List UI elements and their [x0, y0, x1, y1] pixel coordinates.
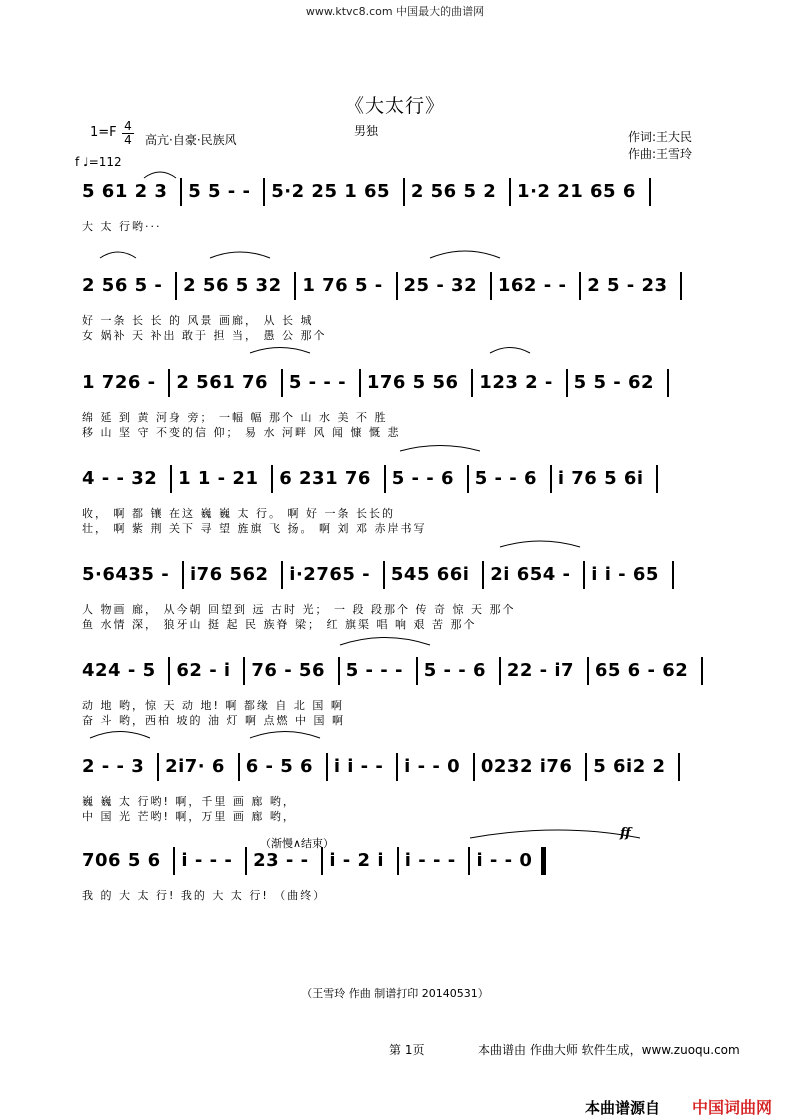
source-label: 本曲谱源自	[585, 1099, 661, 1117]
measure-notes: i i - 65	[591, 564, 666, 585]
slur	[400, 446, 480, 452]
slur	[430, 251, 500, 258]
measure-notes: 5 61 2 3	[82, 181, 175, 202]
measure-notes: 23 - -	[253, 850, 316, 871]
measure-notes: 6 231 76	[279, 468, 378, 489]
slur	[90, 732, 150, 739]
generator-note: 本曲谱由 作曲大师 软件生成，www.zuoqu.com	[478, 1043, 740, 1057]
lyric-line-2: 壮， 啊 紫 荆 关下 寻 望 旌旗 飞 扬。 啊 刘 邓 赤岸书写	[82, 522, 427, 535]
measure-notes: 2 56 5 32	[183, 275, 289, 296]
measure-notes: 5 5 - 62	[573, 372, 661, 393]
source-site: 中国词曲网	[692, 1098, 773, 1117]
measure-notes: 2 5 - 23	[587, 275, 675, 296]
lyric-line-2: 奋 斗 哟，西柏 坡的 油 灯 啊 点燃 中 国 啊	[82, 714, 345, 727]
slur	[210, 252, 270, 258]
key-signature: 1=F	[90, 125, 117, 140]
measure-notes: 5 5 - -	[188, 181, 258, 202]
lyricist-credit: 作词:王大民	[628, 130, 693, 144]
measure-notes: i·2765 -	[289, 564, 377, 585]
style-marking: 高亢·自豪·民族风	[145, 133, 237, 147]
measure-notes: 5 - - 6	[391, 468, 461, 489]
lyric-line-1: 我 的 大 太 行! 我的 大 太 行! （曲终）	[82, 889, 327, 902]
lyric-line-1: 绵 延 到 黄 河身 旁； 一幅 幅 那个 山 水 美 不 胜	[82, 411, 388, 424]
lyric-line-1: 动 地 哟，惊 天 动 地! 啊 都缘 自 北 国 啊	[82, 699, 344, 712]
lyric-line-2: 移 山 坚 守 不变的信 仰； 易 水 河畔 风 闻 慷 慨 悲	[82, 426, 401, 439]
measure-notes: 5 - - -	[345, 660, 410, 681]
ritardando-note: （渐慢∧结束）	[260, 837, 335, 850]
measure-notes: 4 - - 32	[82, 468, 165, 489]
site-header: www.ktvc8.com 中国最大的曲谱网	[305, 5, 485, 18]
song-subtitle: 男独	[354, 124, 379, 138]
measure-notes: 424 - 5	[82, 660, 163, 681]
measure-notes: 1·2 21 65 6	[517, 181, 643, 202]
measure-notes: i76 562	[189, 564, 276, 585]
slur	[470, 830, 640, 838]
measure-notes: 176 5 56	[366, 372, 466, 393]
lyric-line-1: 大 太 行哟···	[82, 220, 162, 233]
measure-notes: 5 6i2 2	[593, 756, 673, 777]
page-number: 第 1页	[389, 1043, 425, 1057]
measure-notes: 5 - - 6	[474, 468, 544, 489]
slur	[250, 348, 310, 354]
composer-credit: 作曲:王雪玲	[628, 147, 693, 161]
slur	[144, 172, 176, 178]
measure-notes: 123 2 -	[479, 372, 560, 393]
lyric-line-2: 鱼 水情 深， 狼牙山 挺 起 民 族脊 梁； 红 旗渠 唱 响 艰 苦 那个	[82, 618, 477, 631]
slur	[340, 638, 430, 646]
measure-notes: i i - -	[333, 756, 391, 777]
lyric-line-1: 巍 巍 太 行哟! 啊，千里 画 廊 哟，	[82, 795, 296, 808]
measure-notes: 76 - 56	[251, 660, 332, 681]
measure-notes: 162 - -	[497, 275, 574, 296]
time-signature-bottom: 4	[122, 133, 134, 147]
slur	[500, 541, 580, 547]
measure-notes: 25 - 32	[403, 275, 484, 296]
measure-notes: 2 56 5 -	[82, 275, 170, 296]
song-title: 《大太行》	[344, 95, 445, 117]
measure-notes: 5 - - -	[288, 372, 353, 393]
lyric-line-2: 中 国 光 芒哟! 啊，万里 画 廊 哟，	[82, 810, 296, 823]
measure-notes: i - 2 i	[329, 850, 391, 871]
measure-notes: i - - -	[404, 850, 463, 871]
slur	[100, 252, 136, 258]
lyric-line-2: 女 娲补 天 补出 敢于 担 当， 愚 公 那个	[82, 329, 327, 342]
lyric-line-1: 收， 啊 都 镶 在这 巍 巍 太 行。 啊 好 一条 长长的	[82, 507, 395, 520]
measure-notes: 2 56 5 2	[410, 181, 504, 202]
measure-notes: 1 1 - 21	[178, 468, 266, 489]
measure-notes: 1 726 -	[82, 372, 163, 393]
measure-notes: 545 66i	[390, 564, 477, 585]
measure-notes: i - - 0	[404, 756, 467, 777]
measure-notes: 5·6435 -	[82, 564, 176, 585]
tempo-marking: f ♩=112	[75, 155, 122, 169]
measure-notes: 2i 654 -	[490, 564, 578, 585]
lyric-line-1: 好 一条 长 长 的 风景 画廊， 从 长 城	[82, 314, 314, 327]
measure-notes: 1 76 5 -	[302, 275, 390, 296]
lyric-line-1: 人 物画 廊， 从今朝 回望到 远 古时 光； 一 段 段那个 传 奇 惊 天 那个	[82, 603, 516, 616]
score-credit: （王雪玲 作曲 制谱打印 20140531）	[301, 987, 489, 1000]
measure-notes: 2 561 76	[176, 372, 275, 393]
time-signature-top: 4	[124, 119, 132, 133]
measure-notes: 5·2 25 1 65	[271, 181, 397, 202]
measure-notes: i - - -	[181, 850, 240, 871]
measure-notes: i 76 5 6i	[557, 468, 651, 489]
measure-notes: 22 - i7	[506, 660, 581, 681]
measure-notes: 5 - - 6	[423, 660, 493, 681]
measure-notes: 706 5 6	[82, 850, 168, 871]
dynamic-ff: ff	[620, 826, 631, 841]
measure-notes: 6 - 5 6	[245, 756, 320, 777]
slur	[250, 732, 320, 739]
measure-notes: 0232 i76	[480, 756, 580, 777]
slur	[490, 348, 530, 354]
measure-notes: i - - 0	[476, 850, 540, 871]
measure-notes: 2 - - 3	[82, 756, 152, 777]
measure-notes: 65 6 - 62	[594, 660, 696, 681]
measure-notes: 62 - i	[176, 660, 238, 681]
measure-notes: 2i7· 6	[165, 756, 232, 777]
